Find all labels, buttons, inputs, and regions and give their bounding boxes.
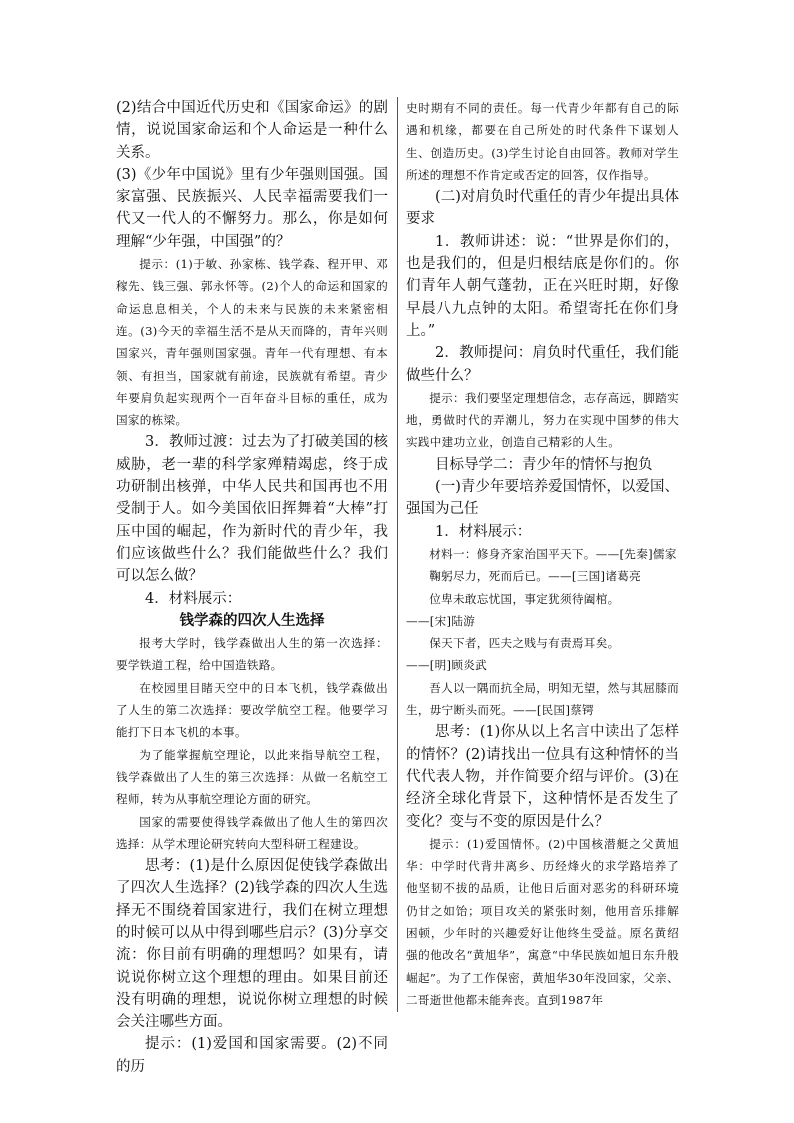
hint-paragraph: 提示：(1)爱国情怀。(2)中国核潜艇之父黄旭华：中学时代背井离乡、历经烽火的求学路培养了他坚韧不拔的品质，让他日后面对恶劣的科研环境仍甘之如饴；项目攻关的紧张时刻，他用音乐排解困顿，少年时的兴趣爱好让他终生受益。原名黄绍强的他改名“黄旭华”，寓意“中华民族如旭日东升般崛起”。为了工作保密，黄旭华30年没回家，父亲、二哥逝世他都未能奔丧。直到1987年 [406,836,679,1007]
section-heading: (一)青少年要培养爱国情怀，以爱国、强国为己任 [406,479,679,518]
quote: 保天下者，匹夫之贱与有责焉耳矣。 [429,636,620,651]
paragraph: 1．材料展示： [435,523,532,540]
hint-paragraph: 提示：(1)于敏、孙家栋、钱学森、程开甲、邓稼先、钱三强、郭永怀等。(2)个人的命运和国家的命运息息相关，个人的未来与民族的未来紧密相连。(3)今天的幸福生活不是从天而降的，青年兴则国家兴，青年强则国家强。青年一代有理想、有本领、有担当，国家就有前途，民族就有希望。青少年要肩负起实现两个一百年奋斗目标的重任，成为国家的栋梁。 [116,257,388,428]
quote-source: ——[明]顾炎武 [406,658,488,673]
material-paragraph: 国家的需要使得钱学森做出了他人生的第四次选择：从学术理论研究转向大型科研工程建设。 [116,814,388,851]
paragraph: 4．材料展示： [145,590,242,607]
material-paragraph: 在校园里目睹天空中的日本飞机，钱学森做出了人生的第二次选择：要改学航空工程。他要学习能打下日本飞机的本事。 [116,680,388,740]
material-paragraph: 报考大学时，钱学森做出人生的第一次选择：要学铁道工程，给中国造铁路。 [116,636,388,673]
quote: 位卑未敢忘忧国，事定犹须待阖棺。 [429,591,620,606]
hint-paragraph: 提示：我们要坚定理想信念，志存高远，脚踏实地，勇做时代的弄潮儿，努力在实现中国梦的伟大实践中建功立业，创造自己精彩的人生。 [406,390,679,450]
paragraph: (3)《少年中国说》里有少年强则国强。国家富强、民族振兴、人民幸福需要我们一代又一代人的不懈努力。那么，你是如何理解“少年强，中国强”的？ [116,166,388,250]
paragraph: (2)结合中国近代历史和《国家命运》的剧情，说说国家命运和个人命运是一种什么关系。 [116,100,388,161]
hint-paragraph: 史时期有不同的责任。每一代青少年都有自己的际遇和机缘，都要在自己所处的时代条件下谋划人生、创造历史。(3)学生讨论自由回答。教师对学生所述的理想不作肯定或否定的回答，仅作指导。 [406,101,679,182]
paragraph: 提示：(1)爱国和国家需要。(2)不同的历 [116,1036,388,1075]
column-divider [397,97,398,1012]
quote: 材料一：修身齐家治国平天下。——[先秦]儒家 [429,546,677,561]
quote: 鞠躬尽力，死而后已。——[三国]诸葛亮 [429,569,642,584]
section-heading: (二)对肩负时代重任的青少年提出具体要求 [406,189,679,228]
paragraph: 3．教师过渡：过去为了打破美国的核威胁，老一辈的科学家殚精竭虑，终于成功研制出核弹，中华人民共和国再也不用受制于人。如今美国依旧挥舞着“大棒”打压中国的崛起，作为新时代的青少年，我们应该做些什么？我们能做些什么？我们可以怎么做？ [116,434,388,585]
paragraph: 1．教师讲述：说：“世界是你们的，也是我们的，但是归根结底是你们的。你们青年人朝气蓬勃，正在兴旺时期，好像早晨八九点钟的太阳。希望寄托在你们身上。” [406,233,679,339]
paragraph: 思考：(1)你从以上名言中读出了怎样的情怀？(2)请找出一位具有这种情怀的当代代表人物，并作简要介绍与评价。(3)在经济全球化背景下，这种情怀是否发生了变化？变与不变的原因是什么？ [406,724,679,830]
right-column [406,97,679,1011]
paragraph: 思考：(1)是什么原因促使钱学森做出了四次人生选择？(2)钱学森的四次人生选择无不围绕着国家进行，我们在树立理想的时候可以从中得到哪些启示？(3)分享交流：你目前有明确的理想吗？如果有，请说说你树立这个理想的理由。如果目前还没有明确的理想，说说你树立理想的时候会关注哪些方面。 [116,858,388,1031]
quote: 吾人以一隅而抗全局，明知无望，然与其屈膝而生，毋宁断头而死。——[民国]蔡锷 [406,680,679,718]
quote-source: ——[宋]陆游 [406,613,476,628]
material-paragraph: 为了能掌握航空理论，以此来指导航空工程，钱学森做出了人生的第三次选择：从做一名航空工程师，转为从事航空理论方面的研究。 [116,747,388,807]
goal-heading: 目标导学二：青少年的情怀与抱负 [435,456,653,473]
material-title: 钱学森的四次人生选择 [179,611,325,629]
paragraph: 2．教师提问：肩负时代重任，我们能做些什么？ [406,345,679,384]
left-column [116,97,388,1078]
